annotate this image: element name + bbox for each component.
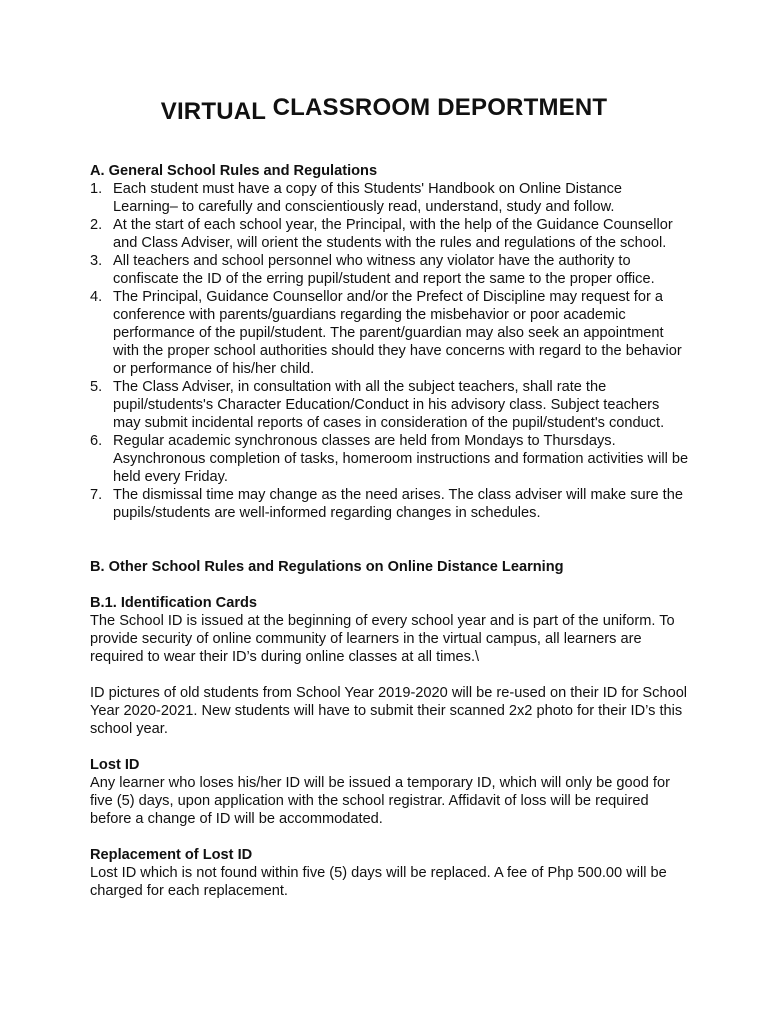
list-number: 5. bbox=[90, 379, 103, 395]
replacement-paragraph: Lost ID which is not found within five (5) days will be replaced. A fee of Php 500.00 will be charged for each replacement. bbox=[90, 865, 667, 899]
lost-id-paragraph: Any learner who loses his/her ID will be issued a temporary ID, which will only be good for five (5) days, upon application with the school registrar. Affidavit of loss will be required before a change of ID will be accommodated. bbox=[90, 775, 670, 827]
list-number: 1. bbox=[90, 181, 103, 197]
list-text: The dismissal time may change as the need arises. The class adviser will make sure the pupils/students are well-informed regarding changes in schedules. bbox=[113, 487, 683, 521]
title-rest: CLASSROOM DEPORTMENT bbox=[272, 94, 608, 121]
page-title bbox=[0, 94, 768, 125]
list-item bbox=[90, 252, 690, 288]
id-cards-heading: B.1. Identification Cards bbox=[90, 595, 258, 611]
replacement-heading: Replacement of Lost ID bbox=[90, 847, 253, 863]
list-text: Regular academic synchronous classes are held from Mondays to Thursdays. Asynchronous completion of tasks, homeroom instructions and formation activities will be held every Friday. bbox=[113, 433, 689, 485]
id-cards-paragraph-2: ID pictures of old students from School Year 2019-2020 will be re-used on their ID for School Year 2020-2021. New students will have to submit their scanned 2x2 photo for their ID’s this school year. bbox=[90, 685, 688, 737]
list-text: Each student must have a copy of this Students' Handbook on Online Distance Learning– to carefully and conscientiously read, understand, study and follow. bbox=[113, 181, 623, 215]
list-text: At the start of each school year, the Principal, with the help of the Guidance Counsellor and Class Adviser, will orient the students with the rules and regulations of the school. bbox=[113, 217, 673, 251]
list-text: The Principal, Guidance Counsellor and/or the Prefect of Discipline may request for a conference with parents/guardians regarding the misbehavior or poor academic performance of the pupil/student. The parent/guardian may also seek an appointment with the proper school authorities should they have concerns with regard to the behavior or performance of his/her child. bbox=[113, 289, 682, 377]
id-cards-paragraph-1: The School ID is issued at the beginning of every school year and is part of the uniform. To provide security of online community of learners in the virtual campus, all learners are required to wear their ID’s during online classes at all times.\ bbox=[90, 613, 675, 665]
list-text: All teachers and school personnel who witness any violator have the authority to confiscate the ID of the erring pupil/student and report the same to the proper office. bbox=[113, 253, 655, 287]
section-b-heading: B. Other School Rules and Regulations on Online Distance Learning bbox=[90, 559, 564, 575]
list-number: 3. bbox=[90, 253, 103, 269]
list-item bbox=[90, 432, 690, 486]
list-number: 7. bbox=[90, 487, 103, 503]
document-body bbox=[90, 162, 690, 900]
rules-list bbox=[90, 180, 690, 522]
list-number: 6. bbox=[90, 433, 103, 449]
list-item bbox=[90, 486, 690, 522]
list-item bbox=[90, 288, 690, 378]
list-number: 2. bbox=[90, 217, 103, 233]
list-item bbox=[90, 216, 690, 252]
title-word-virtual: VIRTUAL bbox=[160, 98, 266, 125]
lost-id-heading: Lost ID bbox=[90, 757, 140, 773]
list-text: The Class Adviser, in consultation with all the subject teachers, shall rate the pupil/students's Character Education/Conduct in his advisory class. Subject teachers may submit incidental reports of cases in consideration of the pupil/student's conduct. bbox=[113, 379, 665, 431]
list-number: 4. bbox=[90, 289, 103, 305]
list-item bbox=[90, 180, 690, 216]
section-a-heading: A. General School Rules and Regulations bbox=[90, 163, 378, 179]
list-item bbox=[90, 378, 690, 432]
